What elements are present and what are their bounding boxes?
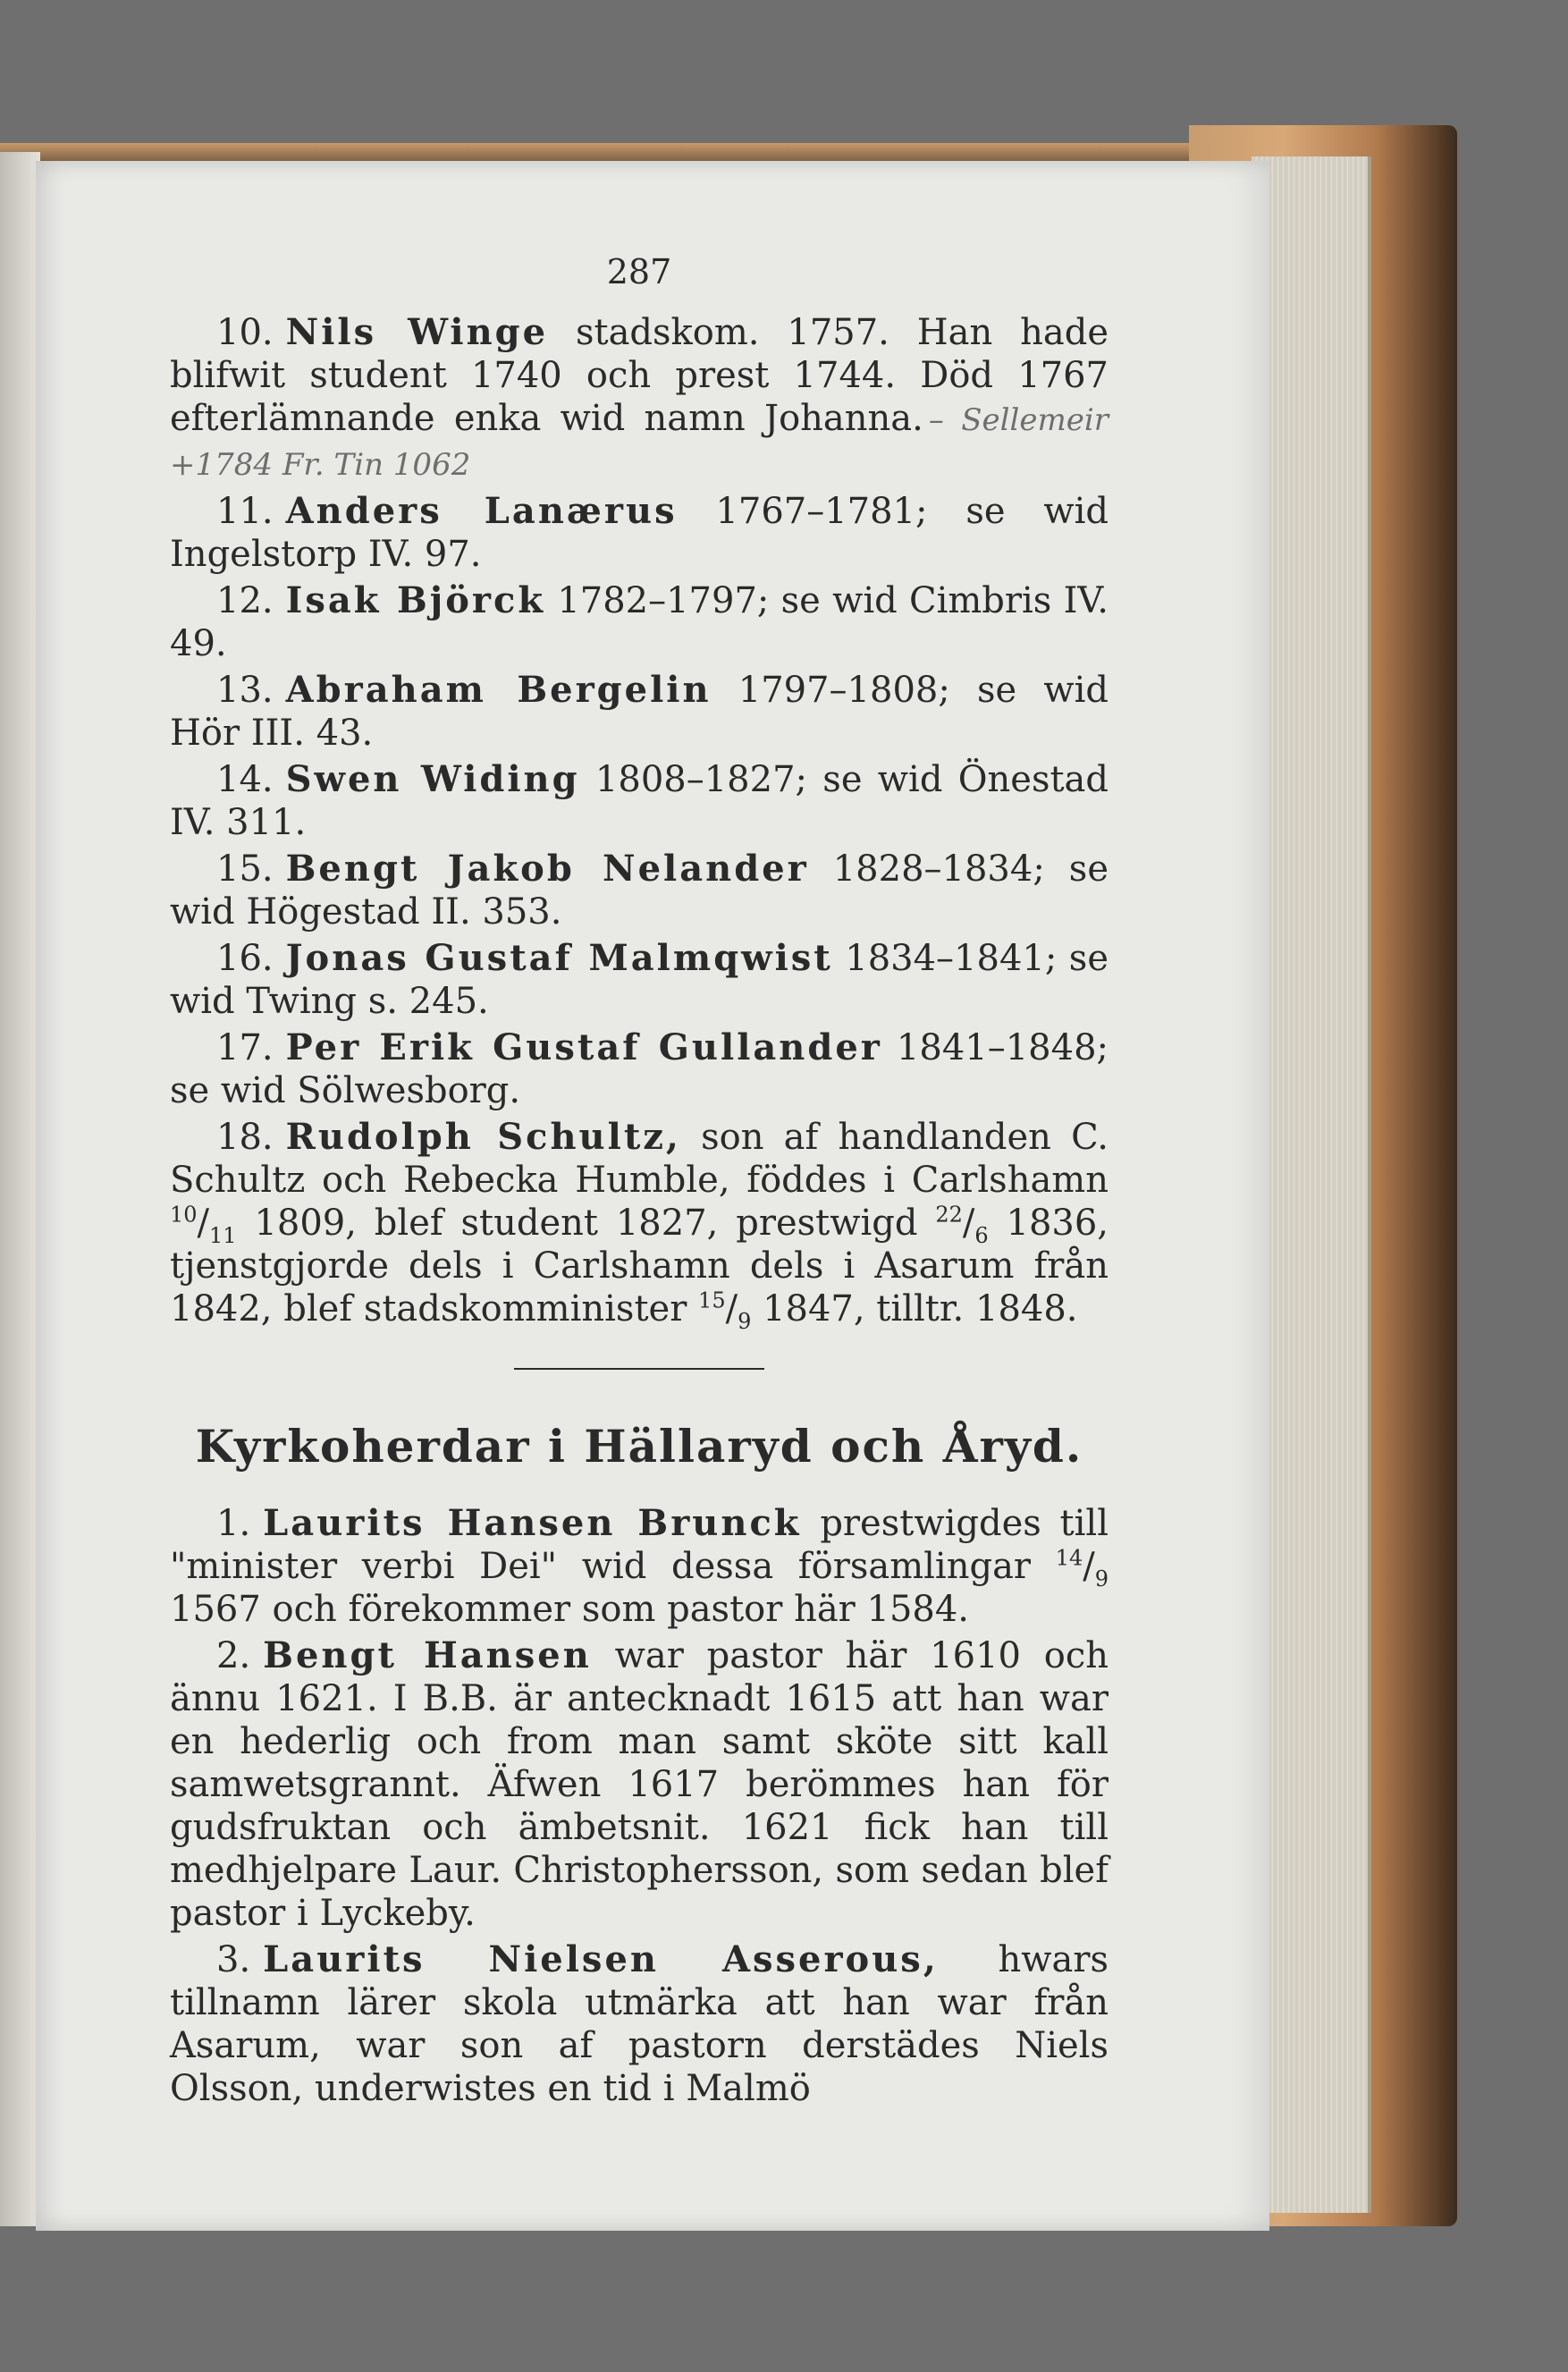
entry-text: 1836, tjenstgjorde dels i Carlshamn dels i Asarum från 1842, blef stadskomminister [170, 1203, 1109, 1330]
entry-number: 14. [216, 759, 274, 800]
entry-text: 1847, tilltr. 1848. [763, 1288, 1078, 1330]
entry-text: hwars tillnamn lärer skola utmärka att han war från Asarum, war son af pastorn derstädes Niels Olsson, underwistes en tid i Malmö [170, 1939, 1109, 2109]
entry-text: war pastor här 1610 och ännu 1621. I B.B. är antecknadt 1615 att han war en hederlig och from man samt sköte sitt kall samwetsgrannt. Äfwen 1617 berömmes han för gudsfruktan och ämbetsnit. 1621 fick han till medhjelpare Laur. Christophersson, som sedan blef pastor i Lyckeby. [170, 1635, 1109, 1934]
entry-text: 1828–1834; se wid Högestad II. 353. [170, 848, 1109, 933]
entry-number: 13. [216, 670, 274, 711]
entry-10 [170, 311, 1109, 486]
entry-15 [170, 848, 1109, 933]
entry-hallaryd-1: 1. Laurits Hansen Brunck prestwigdes till "minister verbi Dei" wid dessa församlingar $^{14}/_9$ 1567 och förekommer som pastor här 1584. [170, 1502, 1109, 1630]
person-name: Bengt Hansen [263, 1634, 592, 1676]
entry-18: 18. Rudolph Schultz, son af handlanden C. Schultz och Rebecka Humble, föddes i Carlshamn $^{10}/_{11}$ 1809, blef student 1827, prestwigd $^{22}/_6$ 1836, tjenstgjorde dels i Carlshamn dels i Asarum från 1842, blef stadskomminister $^{15}/_9$ 1847, tilltr. 1848. [170, 1116, 1109, 1334]
entry-number: 17. [216, 1027, 274, 1068]
section-divider [514, 1368, 764, 1370]
date-month: 9 [1094, 1566, 1109, 1591]
entry-text: prestwigdes till "minister verbi Dei" wid dessa församlingar [170, 1503, 1109, 1587]
entry-text: 1834–1841; se wid Twing s. 245. [170, 938, 1109, 1022]
entry-number: 3. [216, 1939, 251, 1980]
date-day: 15 [698, 1287, 726, 1313]
entry-text: 1767–1781; se wid Ingelstorp IV. 97. [170, 491, 1109, 575]
entry-text: 1782–1797; se wid Cimbris IV. 49. [170, 580, 1109, 664]
person-name: Laurits Hansen Brunck [263, 1502, 802, 1544]
entry-number: 15. [216, 848, 274, 890]
entry-17 [170, 1026, 1109, 1112]
person-name: Anders Lanærus [285, 490, 678, 532]
previous-page-edge [0, 152, 40, 2226]
page-block-edges [1252, 156, 1371, 2213]
entry-number: 2. [216, 1635, 251, 1676]
person-name: Abraham Bergelin [285, 669, 712, 711]
person-name: Rudolph Schultz, [285, 1116, 681, 1158]
person-name: Jonas Gustaf Malmqwist [285, 937, 833, 979]
page-number: 287 [606, 252, 672, 291]
entry-14 [170, 758, 1109, 844]
date-day: 10 [170, 1202, 198, 1228]
book-page [36, 161, 1269, 2231]
date-day: 14 [1055, 1545, 1083, 1571]
entry-number: 12. [216, 580, 274, 621]
date-month: 11 [209, 1223, 237, 1248]
date-month: 9 [738, 1309, 752, 1334]
entry-text: son af handlanden C. Schultz och Rebecka Humble, föddes i Carlshamn [170, 1117, 1109, 1201]
section-heading: Kyrkoherdar i Hällaryd och Åryd. [195, 1420, 1083, 1473]
entry-text: 1797–1808; se wid Hör III. 43. [170, 670, 1109, 754]
entry-number: 18. [216, 1117, 274, 1158]
entry-12 [170, 579, 1109, 665]
entry-11 [170, 490, 1109, 576]
entry-13 [170, 669, 1109, 755]
person-name: Nils Winge [285, 311, 549, 353]
entry-text: 1567 och förekommer som pastor här 1584. [170, 1589, 970, 1630]
entry-16 [170, 937, 1109, 1023]
entry-text: 1809, blef student 1827, prestwigd [254, 1203, 918, 1244]
entry-number: 10. [216, 312, 274, 353]
person-name: Bengt Jakob Nelander [285, 848, 809, 890]
entry-text: stadskom. 1757. Han hade blifwit student 1740 och prest 1744. Död 1767 efterlämnande enka wid namn Johanna. [170, 312, 1109, 439]
person-name: Laurits Nielsen Asserous, [263, 1938, 939, 1980]
entry-text: 1841–1848; se wid Sölwesborg. [170, 1027, 1109, 1111]
person-name: Swen Widing [285, 758, 580, 800]
handwritten-annotation: – Sellemeir +1784 Fr. Tin 1062 [170, 402, 1109, 483]
person-name: Isak Björck [285, 579, 546, 621]
date-month: 6 [974, 1223, 989, 1248]
entry-text: 1808–1827; se wid Önestad IV. 311. [170, 759, 1109, 843]
entry-number: 16. [216, 938, 274, 979]
person-name: Per Erik Gustaf Gullander [285, 1026, 882, 1068]
date-day: 22 [935, 1202, 963, 1228]
page-text [170, 250, 1109, 2114]
entry-number: 1. [216, 1503, 251, 1544]
entry-hallaryd-2 [170, 1634, 1109, 1935]
entry-hallaryd-3 [170, 1938, 1109, 2110]
entry-number: 11. [216, 491, 274, 532]
